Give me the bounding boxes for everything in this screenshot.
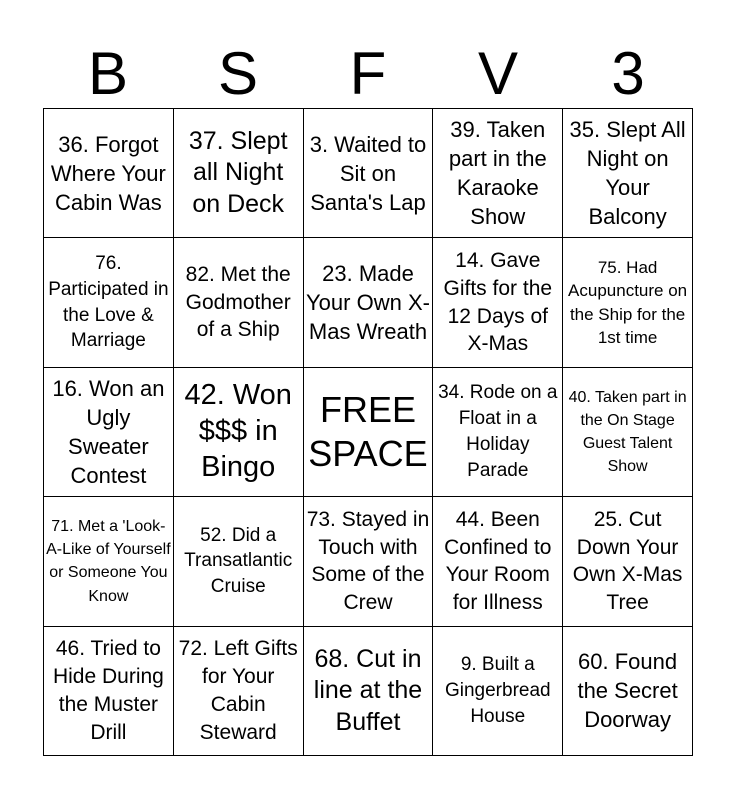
cell-text: 35. Slept All Night on Your Balcony [569,117,686,230]
cell-text: 39. Taken part in the Karaoke Show [448,117,547,230]
cell-text: 23. Made Your Own X-Mas Wreath [306,261,430,345]
bingo-cell-r2c2[interactable] [174,238,304,367]
cell-text: 75. Had Acupuncture on the Ship for the 1st time [568,258,688,347]
cell-text: 40. Taken part in the On Stage Guest Talent Show [568,388,687,476]
bingo-cell-r3c5[interactable] [563,368,693,497]
bingo-cell-r1c3[interactable] [304,109,434,238]
cell-text: 16. Won an Ugly Sweater Contest [52,375,165,489]
bingo-header [43,40,693,108]
cell-text: 14. Gave Gifts for the 12 Days of X-Mas [443,249,553,356]
header-letter-4: V [477,40,519,107]
bingo-cell-r1c4[interactable] [433,109,563,238]
bingo-cell-r4c2[interactable] [174,497,304,626]
bingo-cell-free-space[interactable] [304,368,434,497]
cell-text: 52. Did a Transatlantic Cruise [184,524,293,598]
cell-text: 25. Cut Down Your Own X-Mas Tree [572,507,683,615]
cell-text: 37. Slept all Night on Deck [188,126,288,218]
cell-text: 68. Cut in line at the Buffet [313,644,423,736]
cell-text: 72. Left Gifts for Your Cabin Steward [178,637,298,744]
cell-text: 60. Found the Secret Doorway [577,649,678,733]
bingo-cell-r2c1[interactable] [44,238,174,367]
bingo-grid [43,108,693,756]
cell-text: 36. Forgot Where Your Cabin Was [50,131,166,215]
cell-text: 76. Participated in the Love & Marriage [48,252,169,352]
cell-text: 44. Been Confined to Your Room for Illness [444,507,552,615]
bingo-cell-r4c4[interactable] [433,497,563,626]
bingo-cell-r1c5[interactable] [563,109,693,238]
bingo-cell-r3c2[interactable] [174,368,304,497]
bingo-cell-r3c4[interactable] [433,368,563,497]
header-letter-1: B [87,40,129,107]
bingo-cell-r5c4[interactable] [433,627,563,756]
header-letter-2: S [217,40,259,107]
cell-text: 46. Tried to Hide During the Muster Drill [52,637,164,744]
cell-text: 71. Met a 'Look-A-Like of Yourself or Someone You Know [46,518,171,605]
bingo-cell-r4c3[interactable] [304,497,434,626]
cell-text: 34. Rode on a Float in a Holiday Parade [438,382,558,481]
bingo-cell-r2c5[interactable] [563,238,693,367]
bingo-cell-r2c4[interactable] [433,238,563,367]
cell-text: 42. Won $$$ in Bingo [184,379,292,483]
bingo-cell-r4c5[interactable] [563,497,693,626]
cell-text: 82. Met the Godmother of a Ship [185,263,291,342]
bingo-cell-r5c1[interactable] [44,627,174,756]
bingo-cell-r2c3[interactable] [304,238,434,367]
bingo-cell-r5c2[interactable] [174,627,304,756]
cell-text: 3. Waited to Sit on Santa's Lap [309,131,427,215]
cell-text: 9. Built a Gingerbread House [444,654,551,727]
bingo-cell-r4c1[interactable] [44,497,174,626]
cell-text: 73. Stayed in Touch with Some of the Crew [306,507,430,615]
bingo-cell-r5c5[interactable] [563,627,693,756]
free-space-text: FREE SPACE [308,389,428,474]
header-letter-5: 3 [611,40,645,107]
bingo-cell-r1c1[interactable] [44,109,174,238]
bingo-cell-r1c2[interactable] [174,109,304,238]
bingo-cell-r5c3[interactable] [304,627,434,756]
header-letter-3: F [349,40,387,107]
bingo-cell-r3c1[interactable] [44,368,174,497]
